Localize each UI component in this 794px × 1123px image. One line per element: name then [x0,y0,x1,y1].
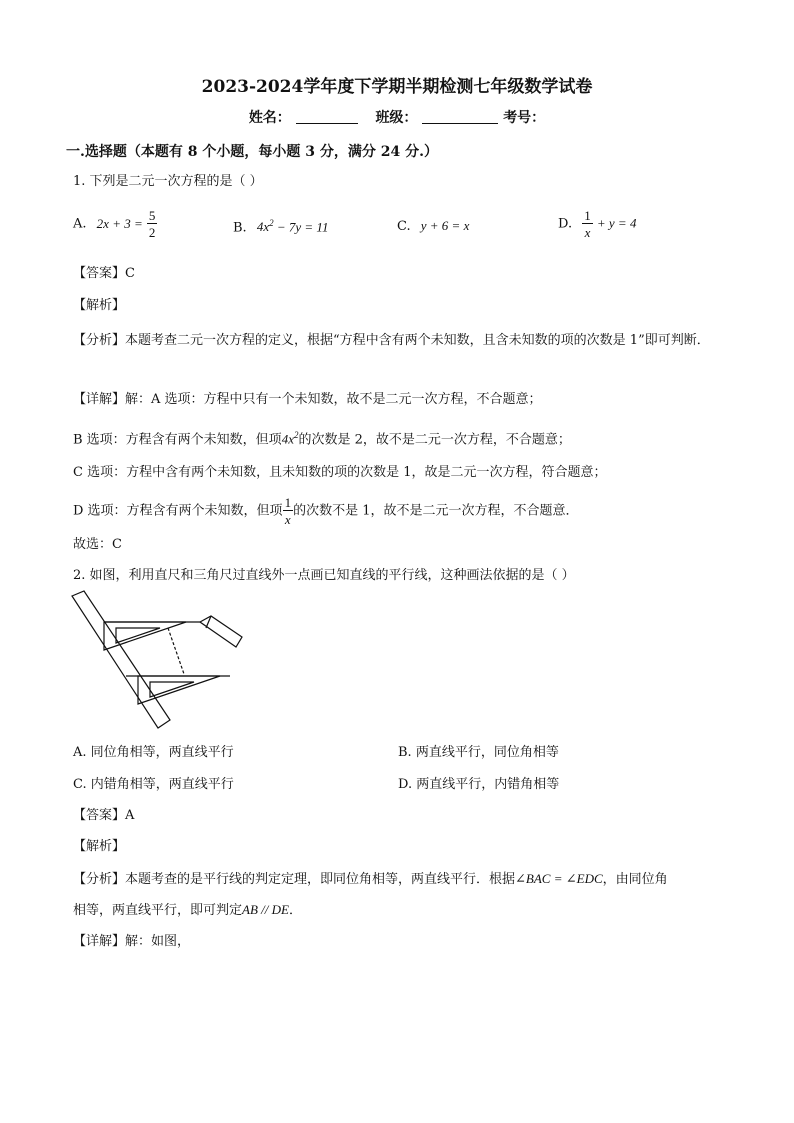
q1-detail-c: C 选项：方程中含有两个未知数，且未知数的项的次数是 1，故是二元一次方程，符合题意； [73,465,607,480]
class-blank[interactable] [422,109,498,124]
section-heading: 一.选择题（本题有 8 个小题，每小题 3 分，满分 24 分.） [66,144,438,160]
q2-analysis-heading: 【解析】 [73,839,126,854]
q1-detail-b: B 选项：方程含有两个未知数，但项$4x^2$的次数是 2，故不是二元一次方程，不合题意； [73,430,571,448]
pencil [200,616,242,647]
q1-detail-a: 【详解】解：A 选项：方程中只有一个未知数，故不是二元一次方程，不合题意； [73,392,542,407]
q2-ruler-triangle-figure [68,588,248,738]
q1-fenxi: 【分析】本题考查二元一次方程的定义，根据“方程中含有两个未知数，且含未知数的项的次数是 1”即可判断． [73,333,710,348]
q2-answer: 【答案】A [73,808,135,823]
student-info-line [0,107,794,127]
q1-choose: 故选：C [73,537,122,552]
q2-detail: 【详解】解：如图， [73,934,191,949]
q2-option-b: B. 两直线平行，同位角相等 [398,745,559,760]
q1-option-d: D. $\frac{1}{x}$ + y = 4 [558,208,637,240]
slide-path [168,628,184,674]
q1-option-b: B. $4x^2 - 7y = 11$ [233,218,329,236]
q2-option-d: D. 两直线平行，内错角相等 [398,777,560,792]
q1-option-c: C. y + 6 = x [397,218,470,234]
class-label: 班级： [375,110,418,126]
q1-stem: 1. 下列是二元一次方程的是（ ） [73,174,263,189]
exam-title: 2023-2024学年度下学期半期检测七年级数学试卷 [201,77,593,97]
q2-fenxi-line1: 【分析】本题考查的是平行线的判定定理，即同位角相等，两直线平行．根据∠BAC = ∠EDC，由同位角 [73,871,668,887]
q2-fenxi-line2: 相等，两直线平行，即可判定AB // DE． [73,902,302,918]
q1-detail-d: D 选项：方程含有两个未知数，但项 $\frac{1}{x}$ 的次数不是 1，故不是二元一次方程，不合题意． [73,495,579,527]
q1-analysis-heading: 【解析】 [73,298,126,313]
q1-option-a: A. 2x + 3 = $\frac{5}{2}$ [73,208,156,240]
q1-option-d-fraction: $\frac{1}{x}$ [584,208,591,240]
q1-option-a-fraction: $\frac{5}{2}$ [148,208,156,240]
q2-option-a: A. 同位角相等，两直线平行 [73,745,234,760]
ruler-shape [72,591,170,728]
exam-number-label: 考号： [503,110,546,126]
name-blank[interactable] [296,109,358,124]
name-label: 姓名： [248,110,291,126]
q1-detail-d-fraction: $\frac{1}{x}$ [284,495,292,527]
q1-answer: 【答案】C [73,266,135,281]
q2-option-c: C. 内错角相等，两直线平行 [73,777,234,792]
q2-stem: 2. 如图，利用直尺和三角尺过直线外一点画已知直线的平行线，这种画法依据的是（ ） [73,568,575,583]
